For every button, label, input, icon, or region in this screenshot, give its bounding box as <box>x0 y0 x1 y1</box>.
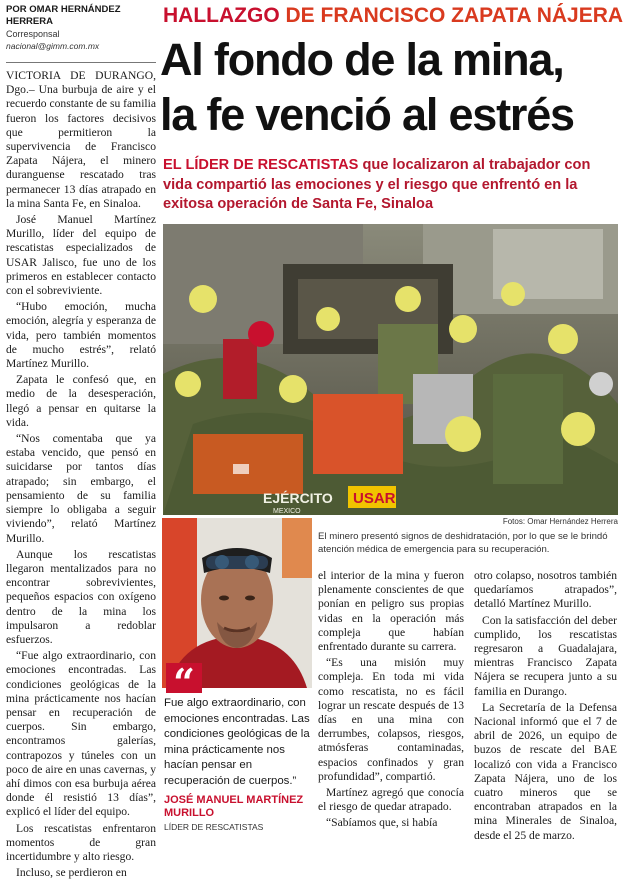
headline-line-2: la fe venció al estrés <box>160 87 618 142</box>
paragraph: “Nos comentaba que ya estaba vencido, que pensó en suicidarse por tantos días atrapado; sin embargo, el pensamiento de su familia siempre lo obligaba a seguir viviendo”, relató Martínez Murillo. <box>6 432 156 546</box>
paragraph: “Es una misión muy compleja. En toda mi vida como rescatista, no es fácil lograr un rescate después de 13 días en una mina con derrumbes, colapsos, riesgos, atmósferas contaminadas, espacios confinados y gran profundidad”, compartió. <box>318 656 464 784</box>
byline <box>6 4 156 52</box>
quote-author: JOSÉ MANUEL MARTÍNEZ MURILLO <box>164 794 310 820</box>
vest-text-ejercito: EJÉRCITO <box>263 490 333 506</box>
paragraph: La Secretaría de la Defensa Nacional informó que el 7 de abril de 2026, un equipo de buzos de rescate del BAE localizó con vida a Francisco Zapata Nájera, uno de los cuatro mineros que se encontraban atrapados en la mina Minerales de Sinaloa, desde el 25 de marzo. <box>474 701 617 843</box>
paragraph: Martínez agregó que conocía el riesgo de quedar atrapado. <box>318 786 464 814</box>
photo-credit: Fotos: Omar Hernández Herrera <box>163 516 618 527</box>
vest-text-usar: USAR <box>353 490 396 507</box>
deck-lead: EL LÍDER DE RESCATISTAS <box>163 157 358 173</box>
photo-caption: El minero presentó signos de deshidratación, por lo que se le brindó atención médica de emergencia para su recuperación. <box>318 531 618 556</box>
headline <box>160 32 618 142</box>
byline-email[interactable]: nacional@gimm.com.mx <box>6 40 156 52</box>
paragraph: Zapata le confesó que, en medio de la desesperación, llegó a pensar en quitarse la vida. <box>6 373 156 430</box>
rescue-scene-illustration <box>163 224 618 515</box>
paragraph: “Hubo emoción, mucha emoción, alegría y esperanza de vida, pero también momentos de mucho estrés”, relató Martínez Murillo. <box>6 300 156 371</box>
kicker-subject: DE FRANCISCO ZAPATA NÁJERA <box>286 4 623 27</box>
vest-text-mexico: MEXICO <box>273 508 301 515</box>
paragraph: Los rescatistas enfrentaron momentos de gran incertidumbre y alto riesgo. <box>6 822 156 865</box>
paragraph: el interior de la mina y fueron plenamente conscientes de que ponían en peligro sus propias vidas en la operación más compleja que habían enfrentado durante su carrera. <box>318 569 464 654</box>
deck-text: que localizaron al trabajador con vida compartió las emociones y el riesgo que enfrentó en la exitosa operación de Santa Fe, Sinaloa <box>163 157 590 212</box>
paragraph: Incluso, se perdieron en <box>6 866 156 880</box>
kicker <box>163 3 618 29</box>
byline-role: Corresponsal <box>6 28 156 40</box>
paragraph: VICTORIA DE DURANGO, Dgo.– Una burbuja de aire y el recuerdo constante de su familia fueron los factores decisivos que permitieron la supervivencia de Francisco Zapata Nájera, el minero duranguense rescatado tras permanecer 13 días atrapado en la mina Santa Fe, en Sinaloa. <box>6 69 156 211</box>
paragraph: Aunque los rescatistas llegaron mentalizados para no encontrar sobrevivientes, pequeños espacios con oxígeno dentro de la mina los impulsaron a redoblar esfuerzos. <box>6 548 156 647</box>
paragraph: “Sabíamos que, si había <box>318 816 464 830</box>
body-column-middle <box>318 569 464 833</box>
byline-divider <box>6 62 156 63</box>
body-column-left <box>6 69 156 882</box>
paragraph: “Fue algo extraordinario, con emociones encontradas. Las condiciones geológicas de la mina prácticamente nos hacían pensar en recuperación de cuerpos. Sin embargo, encontramos galerías, contrapozos y túneles con un poco de aire en unas cavernas, y ahí dimos con esa burbuja aérea donde él resistió 13 días”, explicó el líder del equipo. <box>6 649 156 819</box>
body-column-right <box>474 569 617 845</box>
byline-author: POR OMAR HERNÁNDEZ HERRERA <box>6 4 156 28</box>
paragraph: otro colapso, nosotros también quedaríamos atrapados”, detalló Martínez Murillo. <box>474 569 617 612</box>
kicker-topic: HALLAZGO <box>163 4 280 27</box>
headline-line-1: Al fondo de la mina, <box>160 32 618 87</box>
quote-mark-icon: “ <box>166 663 202 693</box>
paragraph: José Manuel Martínez Murillo, líder del equipo de rescatistas especializados de USAR Jalisco, fue uno de los primeros en establecer contacto con el sobreviviente. <box>6 213 156 298</box>
rescue-photo <box>163 224 618 515</box>
deck <box>163 156 618 215</box>
paragraph: Con la satisfacción del deber cumplido, los rescatistas regresaron a Guadalajara, mientras Francisco Zapata Nájera se recupera junto a su familia en Durango. <box>474 614 617 699</box>
quote-text: Fue algo extraordinario, con emociones encontradas. Las condiciones geológicas de la mina prácticamente nos hacían pensar en recuperación de cuerpos.” <box>164 696 310 789</box>
pull-quote <box>162 518 312 840</box>
quote-author-role: LÍDER DE RESCATISTAS <box>164 822 310 833</box>
